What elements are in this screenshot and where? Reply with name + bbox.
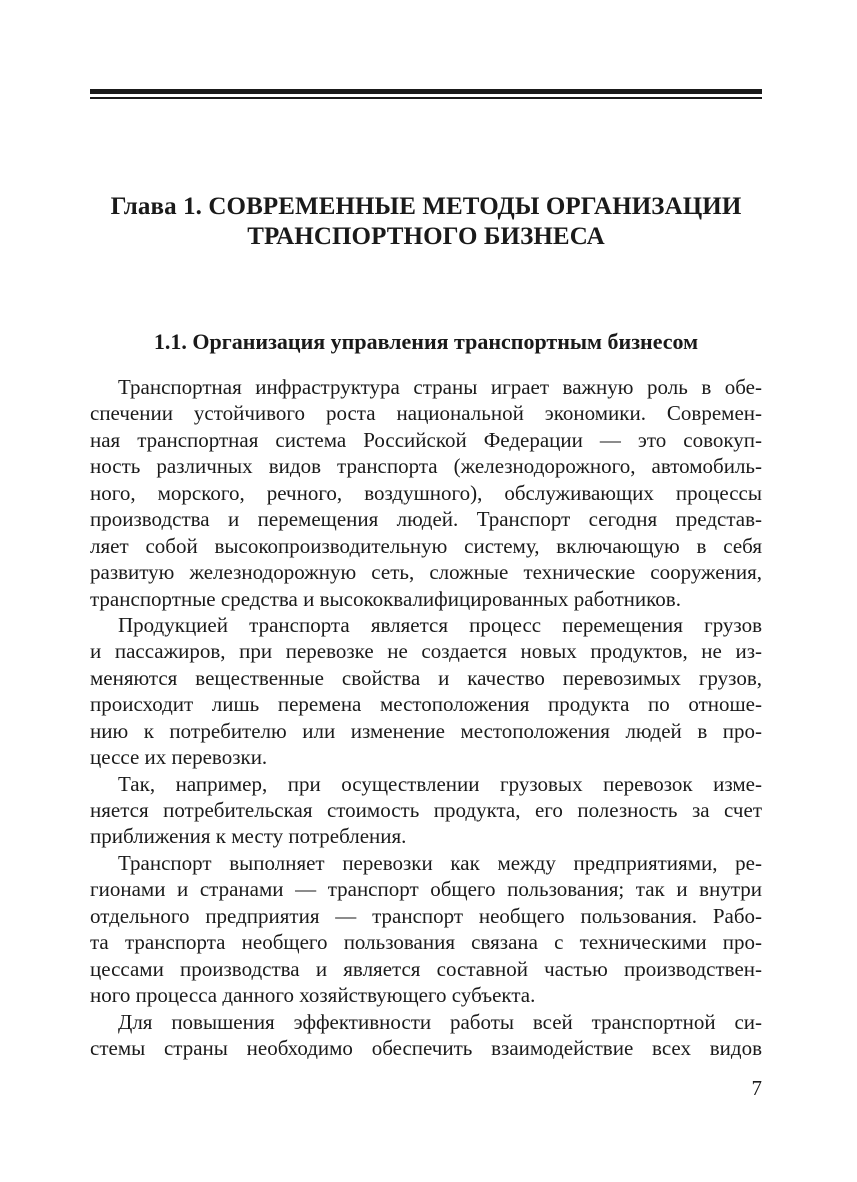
text-line: Транспорт выполняет перевозки как между предприятиями, ре-	[118, 850, 762, 875]
text-line: ного, морского, речного, воздушного), обслуживающих процессы	[90, 480, 762, 505]
paragraph	[90, 1009, 762, 1062]
header-rule-thin	[90, 97, 762, 99]
text-line: транспортные средства и высококвалифицированных работников.	[90, 586, 681, 611]
text-line: Продукцией транспорта является процесс перемещения грузов	[118, 612, 762, 637]
chapter-title-line-2: ТРАНСПОРТНОГО БИЗНЕСА	[247, 223, 605, 250]
page-number: 7	[751, 1076, 762, 1100]
text-line: цессами производства и является составной частью производствен-	[90, 956, 762, 981]
text-line: приближения к месту потребления.	[90, 824, 407, 849]
text-line: спечении устойчивого роста национальной экономики. Современ-	[90, 401, 762, 426]
header-rule-thick	[90, 89, 762, 94]
text-line: производства и перемещения людей. Транспорт сегодня представ-	[90, 507, 762, 532]
chapter-title	[90, 192, 762, 252]
chapter-title-line-1: Глава 1. СОВРЕМЕННЫЕ МЕТОДЫ ОРГАНИЗАЦИИ	[110, 193, 742, 220]
paragraph	[90, 374, 762, 612]
text-line: меняются вещественные свойства и качество перевозимых грузов,	[90, 665, 762, 690]
text-line: няется потребительская стоимость продукта, его полезность за счет	[90, 798, 762, 822]
text-line: ность различных видов транспорта (железнодорожного, автомобиль-	[90, 454, 762, 479]
text-line: ного процесса данного хозяйствующего субъекта.	[90, 983, 536, 1008]
text-line: ляет собой высокопроизводительную систему, включающую в себя	[90, 533, 762, 558]
text-line: гионами и странами — транспорт общего пользования; так и внутри	[90, 877, 762, 902]
paragraph	[90, 771, 762, 850]
paragraph	[90, 612, 762, 771]
section-title: 1.1. Организация управления транспортным бизнесом	[153, 329, 699, 354]
paragraph	[90, 850, 762, 1009]
text-line: цессе их перевозки.	[90, 745, 268, 770]
text-line: ная транспортная система Российской Федерации — это совокуп-	[90, 427, 762, 452]
text-line: та транспорта необщего пользования связана с техническими про-	[90, 930, 762, 955]
text-line: и пассажиров, при перевозке не создается новых продуктов, не из-	[90, 639, 762, 664]
body-text	[90, 374, 762, 1061]
text-line: Транспортная инфраструктура страны играет важную роль в обе-	[118, 375, 762, 399]
text-line: нию к потребителю или изменение местоположения людей в про-	[90, 718, 762, 743]
text-line: стемы страны необходимо обеспечить взаимодействие всех видов	[90, 1035, 762, 1060]
text-line: развитую железнодорожную сеть, сложные технические сооружения,	[90, 560, 762, 585]
text-line: Так, например, при осуществлении грузовых перевозок изме-	[118, 771, 762, 796]
text-line: происходит лишь перемена местоположения продукта по отноше-	[90, 692, 762, 717]
text-line: отдельного предприятия — транспорт необщего пользования. Рабо-	[90, 903, 762, 928]
text-line: Для повышения эффективности работы всей транспортной си-	[118, 1009, 762, 1034]
